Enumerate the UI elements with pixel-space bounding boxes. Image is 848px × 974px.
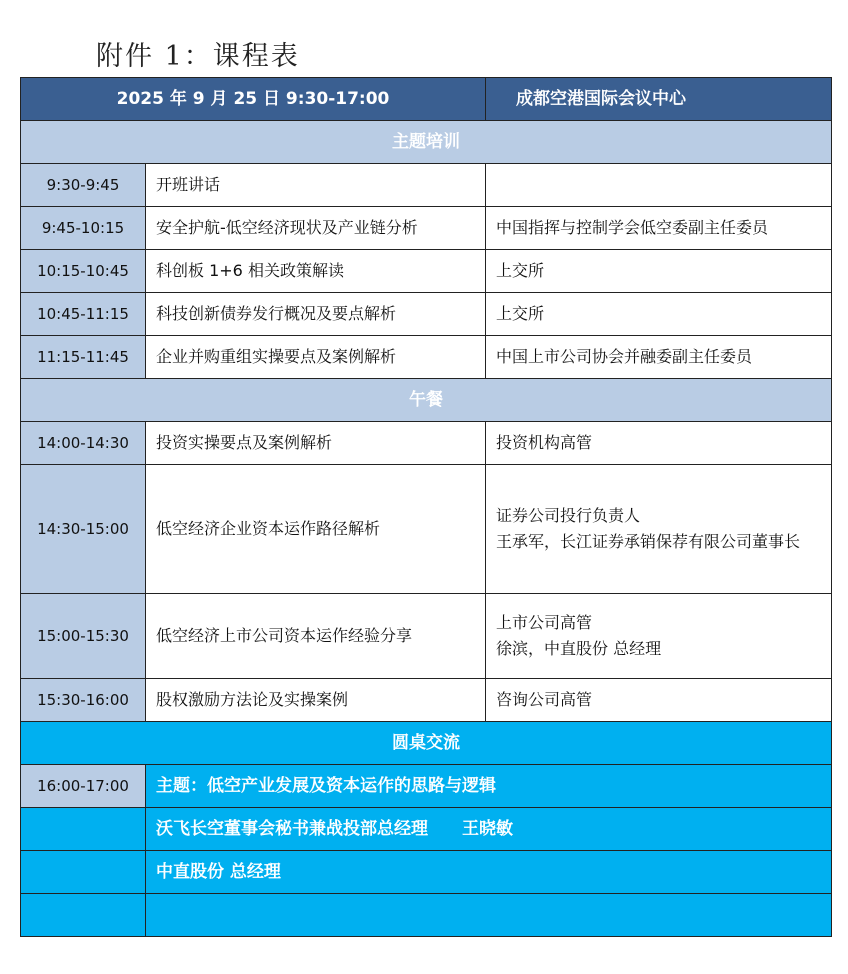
topic-cell: 安全护航-低空经济现状及产业链分析 <box>146 207 486 250</box>
page-title: 附件 1：课程表 <box>96 41 300 72</box>
time-cell: 14:00-14:30 <box>21 422 146 465</box>
header-venue: 成都空港国际会议中心 <box>486 78 832 121</box>
speaker-cell <box>486 594 832 679</box>
time-cell: 11:15-11:45 <box>21 336 146 379</box>
section-row-training <box>21 121 832 164</box>
roundtable-row <box>21 765 832 808</box>
section-row-lunch <box>21 379 832 422</box>
speaker-cell: 上交所 <box>486 293 832 336</box>
topic-cell: 企业并购重组实操要点及案例解析 <box>146 336 486 379</box>
schedule-table <box>20 77 832 937</box>
time-cell: 9:45-10:15 <box>21 207 146 250</box>
table-row <box>21 293 832 336</box>
time-cell: 14:30-15:00 <box>21 465 146 594</box>
time-cell: 15:30-16:00 <box>21 679 146 722</box>
speaker-cell: 上交所 <box>486 250 832 293</box>
section-title-training: 主题培训 <box>21 121 832 164</box>
empty-cell <box>21 851 146 894</box>
speaker-cell: 投资机构高管 <box>486 422 832 465</box>
topic-cell: 股权激励方法论及实操案例 <box>146 679 486 722</box>
roundtable-row <box>21 894 832 937</box>
topic-cell: 开班讲话 <box>146 164 486 207</box>
section-title-lunch: 午餐 <box>21 379 832 422</box>
topic-cell: 投资实操要点及案例解析 <box>146 422 486 465</box>
table-row <box>21 336 832 379</box>
section-title-roundtable: 圆桌交流 <box>21 722 832 765</box>
speaker-cell: 中国上市公司协会并融委副主任委员 <box>486 336 832 379</box>
empty-cell <box>21 894 146 937</box>
speaker-line: 王承军，长江证券承销保荐有限公司董事长 <box>496 532 801 551</box>
table-row <box>21 250 832 293</box>
topic-cell: 低空经济上市公司资本运作经验分享 <box>146 594 486 679</box>
roundtable-row <box>21 851 832 894</box>
table-row <box>21 594 832 679</box>
speaker-cell <box>486 164 832 207</box>
time-cell: 15:00-15:30 <box>21 594 146 679</box>
speaker-line: 证券公司投行负责人 <box>496 505 641 525</box>
roundtable-guest: 沃飞长空董事会秘书兼战投部总经理 王晓敏 <box>146 808 832 851</box>
empty-cell <box>21 808 146 851</box>
topic-cell: 科技创新债券发行概况及要点解析 <box>146 293 486 336</box>
section-row-roundtable <box>21 722 832 765</box>
time-cell: 9:30-9:45 <box>21 164 146 207</box>
table-row <box>21 422 832 465</box>
table-row <box>21 465 832 594</box>
roundtable-row <box>21 808 832 851</box>
empty-cell <box>146 894 832 937</box>
speaker-cell: 中国指挥与控制学会低空委副主任委员 <box>486 207 832 250</box>
header-datetime: 2025 年 9 月 25 日 9:30-17:00 <box>21 78 486 121</box>
topic-cell: 科创板 1+6 相关政策解读 <box>146 250 486 293</box>
table-row <box>21 207 832 250</box>
table-row <box>21 164 832 207</box>
roundtable-theme: 主题：低空产业发展及资本运作的思路与逻辑 <box>146 765 832 808</box>
speaker-line: 徐滨，中直股份 总经理 <box>496 639 662 658</box>
speaker-cell <box>486 465 832 594</box>
speaker-cell: 咨询公司高管 <box>486 679 832 722</box>
time-cell: 10:45-11:15 <box>21 293 146 336</box>
speaker-line: 上市公司高管 <box>496 612 593 632</box>
header-row <box>21 78 832 121</box>
time-cell: 10:15-10:45 <box>21 250 146 293</box>
roundtable-guest: 中直股份 总经理 <box>146 851 832 894</box>
topic-cell: 低空经济企业资本运作路径解析 <box>146 465 486 594</box>
table-row <box>21 679 832 722</box>
time-cell: 16:00-17:00 <box>21 765 146 808</box>
